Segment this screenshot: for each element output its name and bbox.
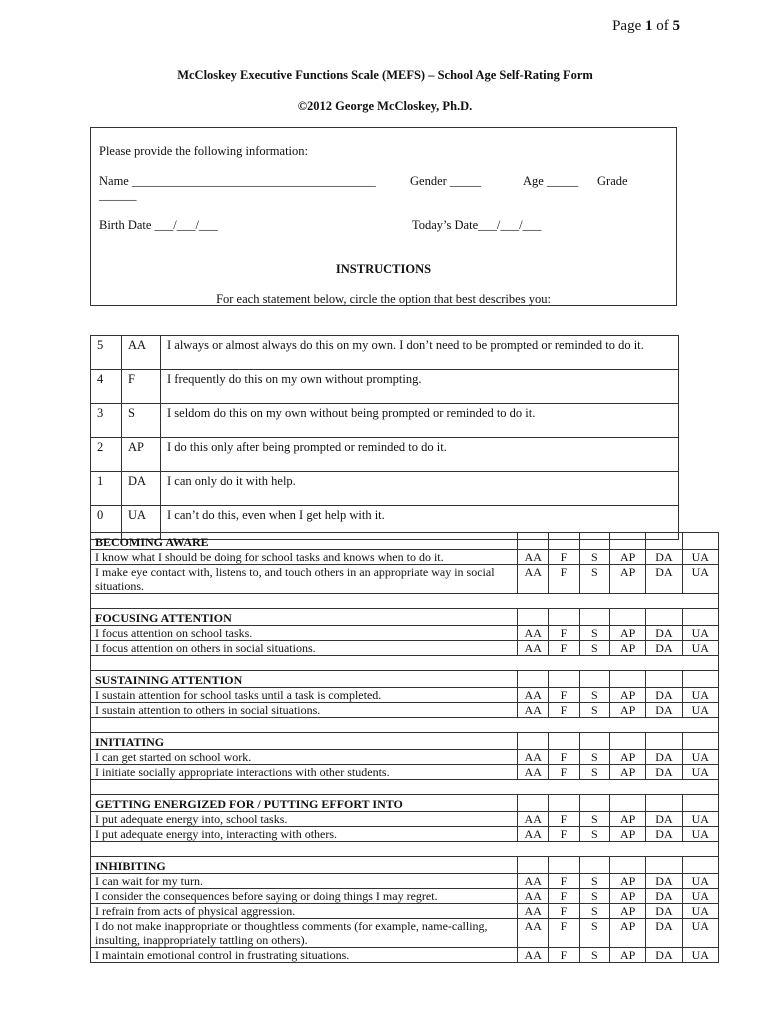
- item-statement: I do not make inappropriate or thoughtless comments (for example, name-calling, insulting, inappropriately tattling on others).: [91, 919, 518, 948]
- scale-description: I frequently do this on my own without prompting.: [161, 370, 679, 404]
- spacer-row: [91, 656, 719, 671]
- empty-cell: [609, 733, 645, 750]
- option-da[interactable]: DA: [646, 948, 682, 963]
- scale-row: [91, 472, 679, 506]
- empty-cell: [549, 857, 579, 874]
- scale-code: UA: [122, 506, 161, 540]
- item-row: [91, 919, 719, 948]
- item-statement: I focus attention on school tasks.: [91, 626, 518, 641]
- option-ap[interactable]: AP: [609, 889, 645, 904]
- empty-cell: [646, 533, 682, 550]
- option-s[interactable]: S: [579, 688, 609, 703]
- empty-cell: [579, 609, 609, 626]
- option-ua[interactable]: UA: [682, 550, 718, 565]
- scale-description: I can only do it with help.: [161, 472, 679, 506]
- empty-cell: [646, 733, 682, 750]
- option-da[interactable]: DA: [646, 565, 682, 594]
- spacer-row: [91, 842, 719, 857]
- option-ap[interactable]: AP: [609, 641, 645, 656]
- option-s[interactable]: S: [579, 641, 609, 656]
- item-row: [91, 874, 719, 889]
- option-aa[interactable]: AA: [518, 874, 549, 889]
- option-aa[interactable]: AA: [518, 889, 549, 904]
- option-aa[interactable]: AA: [518, 688, 549, 703]
- spacer-row: [91, 780, 719, 795]
- option-f[interactable]: F: [549, 919, 579, 948]
- page-number: [612, 18, 680, 35]
- grade-label: Grade: [597, 174, 628, 188]
- option-ap[interactable]: AP: [609, 874, 645, 889]
- spacer-cell: [91, 594, 719, 609]
- gender-field[interactable]: Gender _____: [410, 174, 482, 188]
- empty-cell: [646, 609, 682, 626]
- option-da[interactable]: DA: [646, 889, 682, 904]
- empty-cell: [609, 533, 645, 550]
- option-s[interactable]: S: [579, 904, 609, 919]
- item-row: [91, 550, 719, 565]
- empty-cell: [682, 533, 718, 550]
- option-s[interactable]: S: [579, 550, 609, 565]
- empty-cell: [609, 609, 645, 626]
- option-ap[interactable]: AP: [609, 626, 645, 641]
- option-aa[interactable]: AA: [518, 703, 549, 718]
- option-ap[interactable]: AP: [609, 688, 645, 703]
- option-f[interactable]: F: [549, 626, 579, 641]
- option-f[interactable]: F: [549, 889, 579, 904]
- option-ua[interactable]: UA: [682, 874, 718, 889]
- section-heading-row: [91, 609, 719, 626]
- empty-cell: [646, 857, 682, 874]
- info-box: [90, 127, 677, 306]
- section-heading: FOCUSING ATTENTION: [91, 609, 518, 626]
- option-aa[interactable]: AA: [518, 948, 549, 963]
- option-ua[interactable]: UA: [682, 565, 718, 594]
- option-da[interactable]: DA: [646, 703, 682, 718]
- option-aa[interactable]: AA: [518, 904, 549, 919]
- option-da[interactable]: DA: [646, 919, 682, 948]
- item-row: [91, 641, 719, 656]
- section-heading-row: [91, 671, 719, 688]
- scale-row: [91, 404, 679, 438]
- option-f[interactable]: F: [549, 765, 579, 780]
- spacer-row: [91, 718, 719, 733]
- page-of: of: [652, 18, 673, 34]
- option-ap[interactable]: AP: [609, 565, 645, 594]
- empty-cell: [518, 795, 549, 812]
- scale-row: [91, 336, 679, 370]
- option-da[interactable]: DA: [646, 688, 682, 703]
- section-heading: INHIBITING: [91, 857, 518, 874]
- item-statement: I initiate socially appropriate interactions with other students.: [91, 765, 518, 780]
- scale-code: F: [122, 370, 161, 404]
- option-ap[interactable]: AP: [609, 750, 645, 765]
- rating-items-table: [90, 532, 719, 963]
- empty-cell: [579, 857, 609, 874]
- option-f[interactable]: F: [549, 703, 579, 718]
- option-ua[interactable]: UA: [682, 889, 718, 904]
- option-aa[interactable]: AA: [518, 919, 549, 948]
- section-heading: GETTING ENERGIZED FOR / PUTTING EFFORT INTO: [91, 795, 518, 812]
- item-row: [91, 703, 719, 718]
- item-row: [91, 565, 719, 594]
- item-statement: I maintain emotional control in frustrating situations.: [91, 948, 518, 963]
- copyright: ©2012 George McCloskey, Ph.D.: [297, 99, 473, 113]
- section-heading: INITIATING: [91, 733, 518, 750]
- option-s[interactable]: S: [579, 565, 609, 594]
- option-s[interactable]: S: [579, 750, 609, 765]
- option-ap[interactable]: AP: [609, 827, 645, 842]
- empty-cell: [518, 857, 549, 874]
- option-ua[interactable]: UA: [682, 641, 718, 656]
- scale-number: 3: [91, 404, 122, 438]
- option-aa[interactable]: AA: [518, 765, 549, 780]
- item-statement: I sustain attention to others in social situations.: [91, 703, 518, 718]
- section-heading: BECOMING AWARE: [91, 533, 518, 550]
- option-ua[interactable]: UA: [682, 827, 718, 842]
- empty-cell: [549, 609, 579, 626]
- grade-field[interactable]: ______: [99, 188, 137, 202]
- option-s[interactable]: S: [579, 765, 609, 780]
- option-ua[interactable]: UA: [682, 812, 718, 827]
- option-f[interactable]: F: [549, 812, 579, 827]
- scale-description: I always or almost always do this on my own. I don’t need to be prompted or reminded to do it.: [161, 336, 679, 370]
- scale-code: DA: [122, 472, 161, 506]
- option-f[interactable]: F: [549, 948, 579, 963]
- option-f[interactable]: F: [549, 874, 579, 889]
- option-ua[interactable]: UA: [682, 765, 718, 780]
- empty-cell: [609, 671, 645, 688]
- option-s[interactable]: S: [579, 919, 609, 948]
- empty-cell: [682, 857, 718, 874]
- scale-row: [91, 438, 679, 472]
- spacer-cell: [91, 780, 719, 795]
- item-row: [91, 948, 719, 963]
- empty-cell: [518, 609, 549, 626]
- option-f[interactable]: F: [549, 550, 579, 565]
- age-field[interactable]: Age _____: [523, 174, 579, 188]
- section-heading: SUSTAINING ATTENTION: [91, 671, 518, 688]
- empty-cell: [518, 533, 549, 550]
- option-da[interactable]: DA: [646, 874, 682, 889]
- info-prompt: Please provide the following information:: [99, 144, 308, 158]
- option-ap[interactable]: AP: [609, 765, 645, 780]
- option-ua[interactable]: UA: [682, 948, 718, 963]
- option-aa[interactable]: AA: [518, 626, 549, 641]
- empty-cell: [682, 671, 718, 688]
- option-s[interactable]: S: [579, 827, 609, 842]
- empty-cell: [609, 795, 645, 812]
- item-statement: I can get started on school work.: [91, 750, 518, 765]
- form-title: McCloskey Executive Functions Scale (MEFS) – School Age Self-Rating Form: [177, 68, 593, 82]
- page-label: Page: [612, 18, 645, 34]
- option-aa[interactable]: AA: [518, 750, 549, 765]
- birth-date-field[interactable]: Birth Date ___/___/___: [99, 218, 218, 232]
- item-statement: I refrain from acts of physical aggression.: [91, 904, 518, 919]
- item-statement: I can wait for my turn.: [91, 874, 518, 889]
- option-ap[interactable]: AP: [609, 812, 645, 827]
- option-ap[interactable]: AP: [609, 703, 645, 718]
- empty-cell: [549, 733, 579, 750]
- empty-cell: [579, 533, 609, 550]
- empty-cell: [646, 795, 682, 812]
- todays-date-field[interactable]: Today’s Date___/___/___: [412, 218, 542, 232]
- scale-description: I can’t do this, even when I get help with it.: [161, 506, 679, 540]
- page-total: 5: [672, 18, 680, 34]
- scale-code: S: [122, 404, 161, 438]
- scale-number: 1: [91, 472, 122, 506]
- scale-row: [91, 370, 679, 404]
- empty-cell: [518, 733, 549, 750]
- option-s[interactable]: S: [579, 703, 609, 718]
- scale-number: 4: [91, 370, 122, 404]
- option-f[interactable]: F: [549, 827, 579, 842]
- option-s[interactable]: S: [579, 626, 609, 641]
- item-statement: I make eye contact with, listens to, and touch others in an appropriate way in social situations.: [91, 565, 518, 594]
- option-da[interactable]: DA: [646, 765, 682, 780]
- empty-cell: [549, 795, 579, 812]
- option-aa[interactable]: AA: [518, 827, 549, 842]
- item-row: [91, 827, 719, 842]
- empty-cell: [609, 857, 645, 874]
- option-ua[interactable]: UA: [682, 703, 718, 718]
- scale-code: AP: [122, 438, 161, 472]
- item-statement: I put adequate energy into, school tasks.: [91, 812, 518, 827]
- option-ua[interactable]: UA: [682, 904, 718, 919]
- option-f[interactable]: F: [549, 750, 579, 765]
- section-heading-row: [91, 795, 719, 812]
- option-ap[interactable]: AP: [609, 948, 645, 963]
- option-da[interactable]: DA: [646, 626, 682, 641]
- item-row: [91, 889, 719, 904]
- name-field[interactable]: Name _______________________________________: [99, 174, 376, 188]
- item-statement: I put adequate energy into, interacting with others.: [91, 827, 518, 842]
- section-heading-row: [91, 533, 719, 550]
- option-ap[interactable]: AP: [609, 919, 645, 948]
- option-ap[interactable]: AP: [609, 550, 645, 565]
- scale-number: 0: [91, 506, 122, 540]
- item-row: [91, 765, 719, 780]
- instructions-text: For each statement below, circle the option that best describes you:: [216, 292, 551, 306]
- spacer-cell: [91, 656, 719, 671]
- item-row: [91, 812, 719, 827]
- scale-description: I seldom do this on my own without being prompted or reminded to do it.: [161, 404, 679, 438]
- option-da[interactable]: DA: [646, 750, 682, 765]
- option-da[interactable]: DA: [646, 827, 682, 842]
- option-ua[interactable]: UA: [682, 919, 718, 948]
- empty-cell: [579, 671, 609, 688]
- option-f[interactable]: F: [549, 565, 579, 594]
- option-aa[interactable]: AA: [518, 641, 549, 656]
- item-row: [91, 750, 719, 765]
- item-row: [91, 688, 719, 703]
- option-aa[interactable]: AA: [518, 550, 549, 565]
- item-row: [91, 904, 719, 919]
- item-row: [91, 626, 719, 641]
- option-ap[interactable]: AP: [609, 904, 645, 919]
- empty-cell: [549, 671, 579, 688]
- option-da[interactable]: DA: [646, 641, 682, 656]
- empty-cell: [579, 795, 609, 812]
- empty-cell: [646, 671, 682, 688]
- option-ua[interactable]: UA: [682, 626, 718, 641]
- page-current: 1: [645, 18, 653, 34]
- option-s[interactable]: S: [579, 948, 609, 963]
- empty-cell: [682, 733, 718, 750]
- spacer-cell: [91, 842, 719, 857]
- scale-code: AA: [122, 336, 161, 370]
- option-da[interactable]: DA: [646, 904, 682, 919]
- option-f[interactable]: F: [549, 688, 579, 703]
- scale-number: 2: [91, 438, 122, 472]
- empty-cell: [549, 533, 579, 550]
- empty-cell: [682, 795, 718, 812]
- option-ua[interactable]: UA: [682, 750, 718, 765]
- item-statement: I sustain attention for school tasks until a task is completed.: [91, 688, 518, 703]
- spacer-cell: [91, 718, 719, 733]
- empty-cell: [579, 733, 609, 750]
- instructions-heading: INSTRUCTIONS: [335, 262, 432, 276]
- option-da[interactable]: DA: [646, 550, 682, 565]
- section-heading-row: [91, 857, 719, 874]
- option-s[interactable]: S: [579, 889, 609, 904]
- option-s[interactable]: S: [579, 812, 609, 827]
- option-s[interactable]: S: [579, 874, 609, 889]
- item-statement: I know what I should be doing for school tasks and knows when to do it.: [91, 550, 518, 565]
- option-f[interactable]: F: [549, 641, 579, 656]
- spacer-row: [91, 594, 719, 609]
- option-aa[interactable]: AA: [518, 812, 549, 827]
- option-ua[interactable]: UA: [682, 688, 718, 703]
- scale-number: 5: [91, 336, 122, 370]
- item-statement: I consider the consequences before saying or doing things I may regret.: [91, 889, 518, 904]
- option-aa[interactable]: AA: [518, 565, 549, 594]
- section-heading-row: [91, 733, 719, 750]
- option-f[interactable]: F: [549, 904, 579, 919]
- rating-scale-table: [90, 335, 679, 540]
- empty-cell: [682, 609, 718, 626]
- option-da[interactable]: DA: [646, 812, 682, 827]
- item-statement: I focus attention on others in social situations.: [91, 641, 518, 656]
- scale-description: I do this only after being prompted or reminded to do it.: [161, 438, 679, 472]
- empty-cell: [518, 671, 549, 688]
